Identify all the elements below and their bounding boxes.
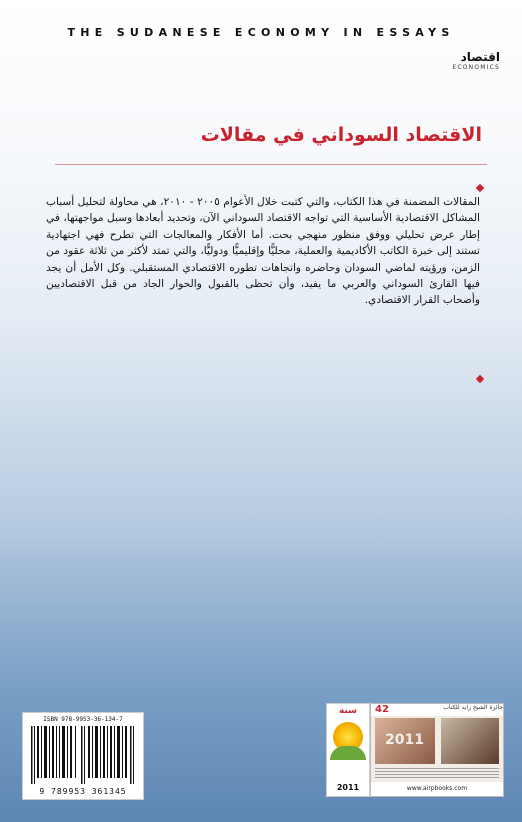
award-image-left bbox=[375, 718, 435, 764]
diamond-bullet-top bbox=[476, 184, 484, 192]
diamond-bullet-bottom bbox=[476, 375, 484, 383]
book-description: المقالات المضمنة في هذا الكتاب، والتي كتبت خلال الأعوام ٢٠٠٥ - ٢٠١٠، هي محاولة لتحليل أسباب المشاكل الاقتصادية الأساسية التي تواجه الاقتصاد السوداني الآن، وتحديد أبعادها وسبل مواجهتها، في إطار عرض تحليلي ووفق منظور منهجي بحت. أما الأفكار والمعالجات التي تطرح فهي اجتهادية تستند إلى خبرة الكاتب الأكاديمية والعملية، محليًّا وإقليميًّا ودوليًّا، والتي تمتد لأكثر من ثلاثة عقود من الزمن، ورؤيته لماضي السودان وحاضره واتجاهات تطوره الاقتصادي المستقبلي. وكل الأمل أن يجد فيها القارئ السوداني والعربي ما يفيد، وأن تحظى بالقبول والحوار الجاد من قبل الاقتصاديين وأصحاب القرار الاقتصادي. bbox=[46, 196, 481, 307]
award-badge bbox=[370, 703, 504, 797]
emblem-top-text: سنة bbox=[339, 706, 357, 716]
award-fine-print bbox=[375, 768, 499, 780]
award-header: جائزة الشيخ زايد للكتاب bbox=[371, 704, 503, 716]
isbn-label: ISBN 978-9953-36-134-7 bbox=[43, 716, 123, 723]
logo-english-text: ECONOMICS bbox=[452, 64, 500, 71]
award-number: 42 bbox=[375, 704, 389, 715]
english-series-title: THE SUDANESE ECONOMY IN ESSAYS bbox=[67, 26, 455, 39]
isbn-barcode bbox=[22, 712, 144, 800]
arabic-book-title: الاقتصاد السوداني في مقالات bbox=[200, 124, 482, 146]
barcode-digits: 9 789953 361345 bbox=[39, 787, 127, 796]
logo-arabic-text: اقتصاد bbox=[460, 50, 500, 64]
award-image-right bbox=[441, 718, 499, 764]
emblem-year: 2011 bbox=[336, 783, 360, 792]
title-divider bbox=[55, 164, 487, 165]
publisher-logo bbox=[438, 50, 500, 74]
hill-icon bbox=[330, 746, 366, 760]
award-website: www.airpbooks.com bbox=[371, 782, 503, 796]
award-image-text: 2011 bbox=[385, 732, 424, 748]
barcode-bars bbox=[31, 726, 135, 784]
year-emblem bbox=[326, 703, 370, 797]
